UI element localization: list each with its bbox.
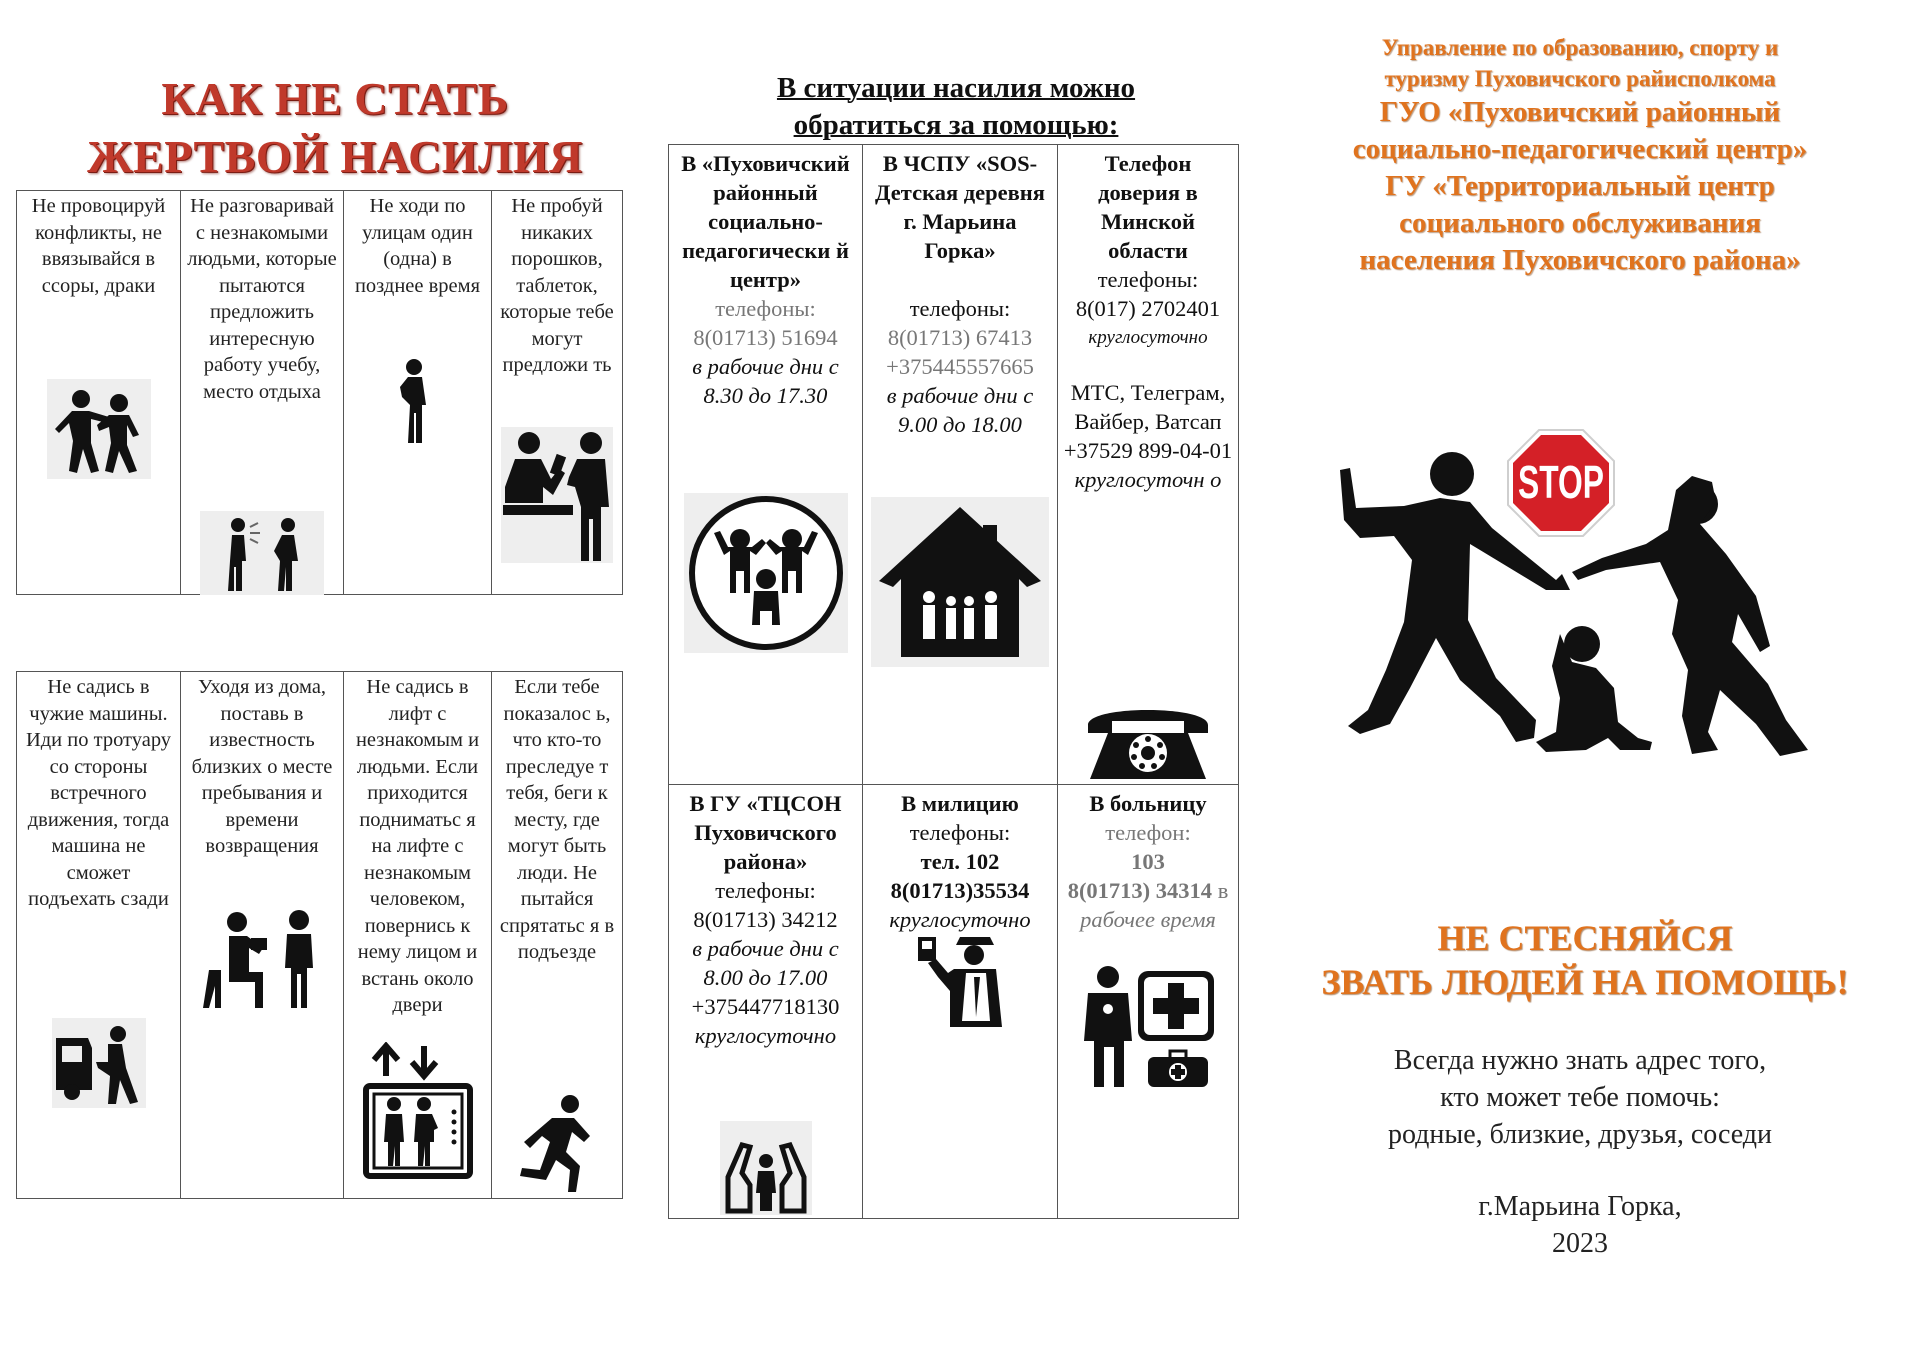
phone-number[interactable]: 8(01713) 67413 — [887, 325, 1033, 350]
phone-number[interactable]: 8(017) 2702401 — [1075, 296, 1221, 321]
contact-sos-childrens-village: В ЧСПУ «SOS-Детская деревня г. Марьина Горка» телефоны: 8(01713) 67413 +375445557665 в рабочие дни с 9.00 до 18.00 — [863, 145, 1058, 785]
tip-no-strangers: Не разговаривай с незнакомыми людьми, которые пытаются предложить интересную работу учебу, место отдыха — [181, 191, 344, 595]
help-title: В ситуации насилия можно обратиться за помощью: — [776, 72, 1136, 141]
city-year: г.Марьина Горка, 2023 — [1478, 1191, 1682, 1259]
contact-trust-hotline: Телефон доверия в Минской области телефоны: 8(017) 2702401 круглосуточно МТС, Телеграм, Вайбер, Ватсап +37529 899-04-01 круглосуточн о — [1058, 145, 1239, 785]
dealer-offering-icon — [492, 427, 622, 563]
car-abduction-icon — [17, 1018, 180, 1108]
tip-no-cars: Не садись в чужие машины. Иди по тротуару со стороны встречного движения, тогда машина не сможет подъехать сзади — [17, 672, 181, 1199]
doctor-medical-icon — [1058, 961, 1238, 1091]
family-talk-icon — [181, 908, 343, 1012]
stop-sign-text: STOP — [1518, 456, 1604, 508]
organization-header: Управление по образованию, спорту и туризму Пуховичского райисполкома ГУО «Пуховичский районный социально-педагогический центр» ГУ «Территориальный центр социального обслуживания населения Пуховичского района» — [1352, 35, 1808, 276]
stop-sign-icon — [1508, 430, 1614, 536]
family-circle-icon — [669, 493, 862, 653]
always-know-text: Всегда нужно знать адрес того, кто может тебе помочь: родные, близкие, друзья, соседи — [1387, 1045, 1772, 1150]
slogan: НЕ СТЕСНЯЙСЯ ЗВАТЬ ЛЮДЕЙ НА ПОМОЩЬ! — [1321, 918, 1849, 1002]
phone-number[interactable]: тел. 102 — [920, 849, 1000, 874]
tips-table-bottom — [16, 671, 623, 1199]
contact-social-pedagogical-center: В «Пуховичский районный социально-педагогически й центр» телефоны: 8(01713) 51694 в рабочие дни с 8.30 до 17.30 — [669, 145, 863, 785]
fighting-people-icon — [17, 379, 180, 479]
police-officer-icon — [863, 933, 1057, 1029]
violence-illustration — [1320, 420, 1860, 860]
phone-number[interactable]: +37529 899-04-01 — [1063, 438, 1233, 463]
elevator-icon — [344, 1042, 491, 1182]
tip-no-conflicts: Не провоцируй конфликты, не ввязывайся в ссоры, драки — [17, 191, 181, 595]
phone-number[interactable]: 8(01713)35534 — [890, 878, 1030, 903]
phone-number[interactable]: +375447718130 — [691, 994, 840, 1019]
house-family-icon — [863, 497, 1057, 667]
telephone-icon — [1058, 697, 1238, 781]
tip-no-drugs: Не пробуй никаких порошков, таблеток, которые тебе могут предложи ть — [492, 191, 623, 595]
caring-hands-icon — [669, 1121, 862, 1215]
running-person-icon — [492, 1092, 622, 1196]
kneeling-child-silhouette — [1536, 626, 1652, 752]
talking-people-icon — [181, 511, 343, 595]
contact-hospital: В больницу телефон: 103 8(01713) 34314 в рабочее время — [1058, 785, 1239, 1219]
phone-number[interactable]: 8(01713) 34314 в — [1067, 878, 1229, 903]
tip-elevator: Не садись в лифт с незнакомым и людьми. Если приходится подниматьс я на лифте с незнакомым человеком, повернись к нему лицом и встань около двери — [344, 672, 492, 1199]
phone-number[interactable]: 103 — [1131, 849, 1165, 874]
contact-tcson: В ГУ «ТЦСОН Пуховичского района» телефоны: 8(01713) 34212 в рабочие дни с 8.00 до 17.00 +375447718130 круглосуточно — [669, 785, 863, 1219]
main-title: КАК НЕ СТАТЬ ЖЕРТВОЙ НАСИЛИЯ — [87, 73, 583, 182]
contact-police: В милицию телефоны: тел. 102 8(01713)35534 круглосуточно — [863, 785, 1058, 1219]
tip-run-to-people: Если тебе показалос ь, что кто-то преследуе т тебя, беги к месту, где могут быть люди. Не пытайся спрятатьс я в подъезде — [492, 672, 623, 1199]
walking-person-icon — [344, 357, 491, 445]
phone-number[interactable]: 8(01713) 34212 — [693, 907, 838, 932]
tip-no-night-walk: Не ходи по улицам один (одна) в позднее время — [344, 191, 492, 595]
phone-number[interactable]: 8(01713) 51694 — [693, 325, 838, 350]
tips-table-top — [16, 190, 623, 595]
help-contacts-table — [668, 144, 1239, 1219]
tip-tell-family: Уходя из дома, поставь в известность близких о месте пребывания и времени возвращения — [181, 672, 344, 1199]
phone-number[interactable]: +375445557665 — [886, 354, 1034, 379]
